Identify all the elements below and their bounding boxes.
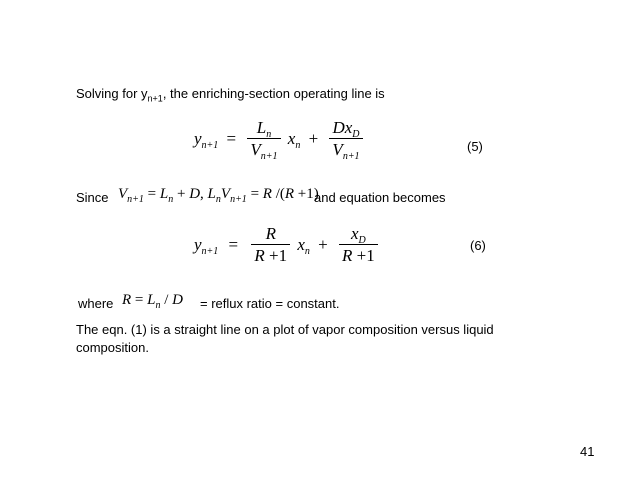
intro-subscript: n+1 (147, 93, 163, 104)
page-number: 41 (580, 444, 595, 459)
since-label: Since (76, 190, 109, 205)
since-expression: $V_{n+1} = L_n + D$, $L_nV_{n+1} = R$ /(R +1) (118, 186, 319, 205)
equation-5-number: (5) (467, 139, 483, 154)
where-tail: = reflux ratio = constant. (200, 296, 340, 311)
statement-line-2: composition. (76, 340, 149, 355)
since-tail: and equation becomes (314, 190, 446, 205)
intro-suffix: , the enriching-section operating line is (162, 86, 385, 101)
where-expression: $R = L_n / D$ (122, 292, 183, 311)
intro-text (76, 86, 385, 107)
equation-6-number: (6) (470, 238, 486, 253)
statement-line-1: The eqn. (1) is a straight line on a plot of vapor composition versus liquid (76, 322, 494, 337)
equation-5: $y_{n+1}$ = $\frac{L_n}{V_{n+1}}$ $x_n$ + $\frac{Dx_D}{V_{n+1}}$ (194, 118, 366, 160)
where-label: where (78, 296, 114, 311)
equation-6: $y_{n+1}$ = $\frac{R}{R +1}$ $x_n$ + $\frac{x_D}{R +1}$ (194, 224, 381, 266)
intro-prefix: Solving for y (76, 86, 148, 101)
